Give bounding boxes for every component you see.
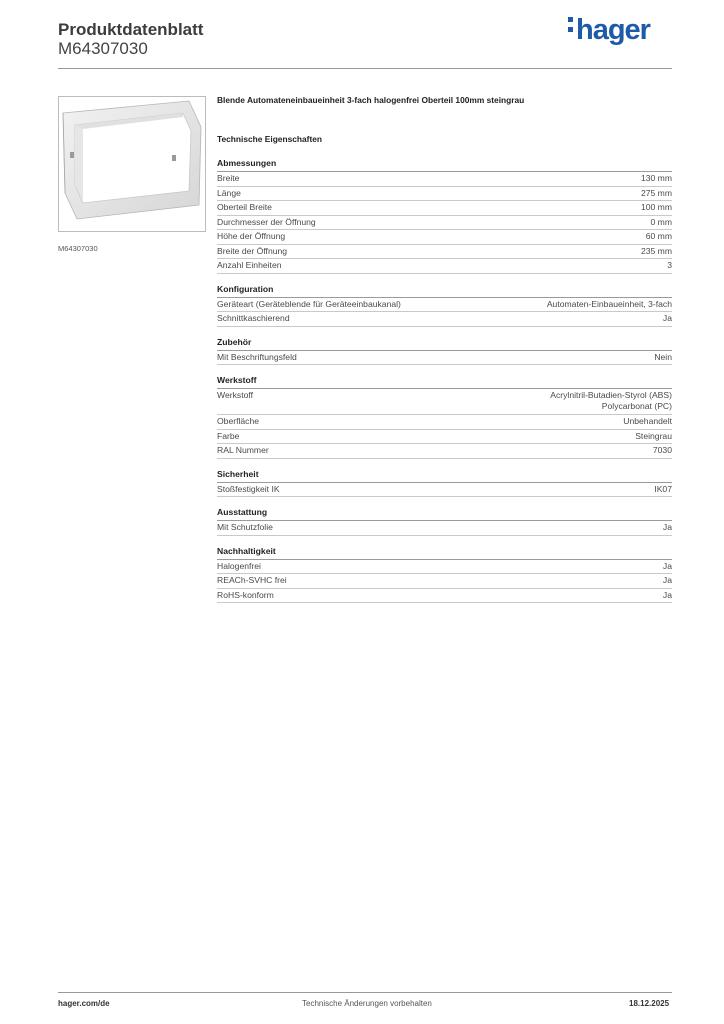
spec-row <box>217 245 672 260</box>
spec-section <box>217 469 672 498</box>
logo-colon-icon <box>568 12 573 37</box>
spec-row <box>217 230 672 245</box>
product-image <box>58 96 206 232</box>
spec-label: Werkstoff <box>217 390 253 400</box>
spec-row <box>217 589 672 604</box>
spec-label: Höhe der Öffnung <box>217 231 286 241</box>
spec-row <box>217 216 672 231</box>
spec-value: IK07 <box>654 483 672 494</box>
footer-divider <box>58 992 672 993</box>
spec-row <box>217 444 672 459</box>
spec-label: Mit Beschriftungsfeld <box>217 351 297 362</box>
section-title: Ausstattung <box>217 507 672 521</box>
spec-value-line: Polycarbonat (PC) <box>601 401 672 411</box>
section-title: Abmessungen <box>217 158 672 172</box>
spec-row <box>217 560 672 575</box>
footer-website: hager.com/de <box>58 999 110 1008</box>
spec-value: 275 mm <box>640 187 672 198</box>
tech-properties-title: Technische Eigenschaften <box>217 134 323 144</box>
spec-content <box>217 95 672 613</box>
image-caption: M64307030 <box>58 244 98 253</box>
page-title: Produktdatenblatt <box>58 20 204 39</box>
section-title: Sicherheit <box>217 469 672 483</box>
spec-value: Ja <box>662 522 672 532</box>
section-title: Zubehör <box>217 337 672 351</box>
spec-label: REACh-SVHC frei <box>217 575 287 585</box>
spec-label: RoHS-konform <box>217 589 274 600</box>
spec-section <box>217 507 672 536</box>
spec-value: Unbehandelt <box>623 416 672 426</box>
spec-value-line: Acrylnitril-Butadien-Styrol (ABS) <box>550 390 672 400</box>
spec-row <box>217 312 672 327</box>
spec-label: Stoßfestigkeit IK <box>217 483 280 494</box>
spec-value: 130 mm <box>640 173 672 183</box>
spec-section <box>217 337 672 366</box>
header-divider <box>58 68 672 69</box>
spec-label: Oberteil Breite <box>217 202 272 212</box>
spec-row <box>217 389 672 415</box>
spec-label: Anzahl Einheiten <box>217 260 282 270</box>
spec-value: Ja <box>662 313 672 323</box>
spec-section <box>217 375 672 459</box>
spec-section <box>217 546 672 604</box>
section-title: Konfiguration <box>217 284 672 298</box>
spec-value: 7030 <box>652 445 672 455</box>
spec-row <box>217 351 672 366</box>
spec-value: Ja <box>662 575 672 585</box>
spec-row <box>217 574 672 589</box>
spec-label: Breite <box>217 173 240 183</box>
section-title: Nachhaltigkeit <box>217 546 672 560</box>
spec-value: 0 mm <box>650 216 672 227</box>
spec-value: Ja <box>662 589 672 600</box>
spec-label: Halogenfrei <box>217 560 261 571</box>
spec-value: Steingrau <box>635 430 672 441</box>
spec-row <box>217 415 672 430</box>
spec-label: Länge <box>217 187 241 198</box>
logo-text: hager <box>576 14 650 46</box>
spec-value: Nein <box>654 351 672 362</box>
spec-row <box>217 201 672 216</box>
footer-notice: Technische Änderungen vorbehalten <box>302 999 432 1008</box>
spec-row <box>217 259 672 274</box>
spec-label: Farbe <box>217 430 240 441</box>
article-number: M64307030 <box>58 39 148 58</box>
spec-section <box>217 158 672 274</box>
spec-label: RAL Nummer <box>217 445 269 455</box>
spec-value: 235 mm <box>640 245 672 256</box>
spec-label: Oberfläche <box>217 416 260 426</box>
product-frame-image <box>59 97 205 231</box>
spec-label: Geräteart (Geräteblende für Geräteeinbaukanal) <box>217 298 401 309</box>
spec-row <box>217 430 672 445</box>
spec-row <box>217 483 672 498</box>
spec-sections <box>217 158 672 603</box>
spec-row <box>217 521 672 536</box>
spec-row <box>217 172 672 187</box>
spec-value: 3 <box>667 260 672 270</box>
product-description: Blende Automateneinbaueinheit 3-fach halogenfrei Oberteil 100mm steingrau <box>217 95 525 105</box>
spec-value: Ja <box>662 560 672 571</box>
section-title: Werkstoff <box>217 375 672 389</box>
hager-logo <box>568 14 650 47</box>
spec-label: Mit Schutzfolie <box>217 522 273 532</box>
spec-row <box>217 298 672 313</box>
spec-label: Breite der Öffnung <box>217 245 288 256</box>
spec-section <box>217 284 672 327</box>
spec-value: 60 mm <box>645 231 672 241</box>
spec-label: Schnittkaschierend <box>217 313 290 323</box>
spec-value: 100 mm <box>640 202 672 212</box>
spec-label: Durchmesser der Öffnung <box>217 216 316 227</box>
spec-row <box>217 187 672 202</box>
footer-date: 18.12.2025 <box>629 999 670 1008</box>
spec-value: Automaten-Einbaueinheit, 3-fach <box>546 298 672 309</box>
spec-value <box>550 390 672 412</box>
